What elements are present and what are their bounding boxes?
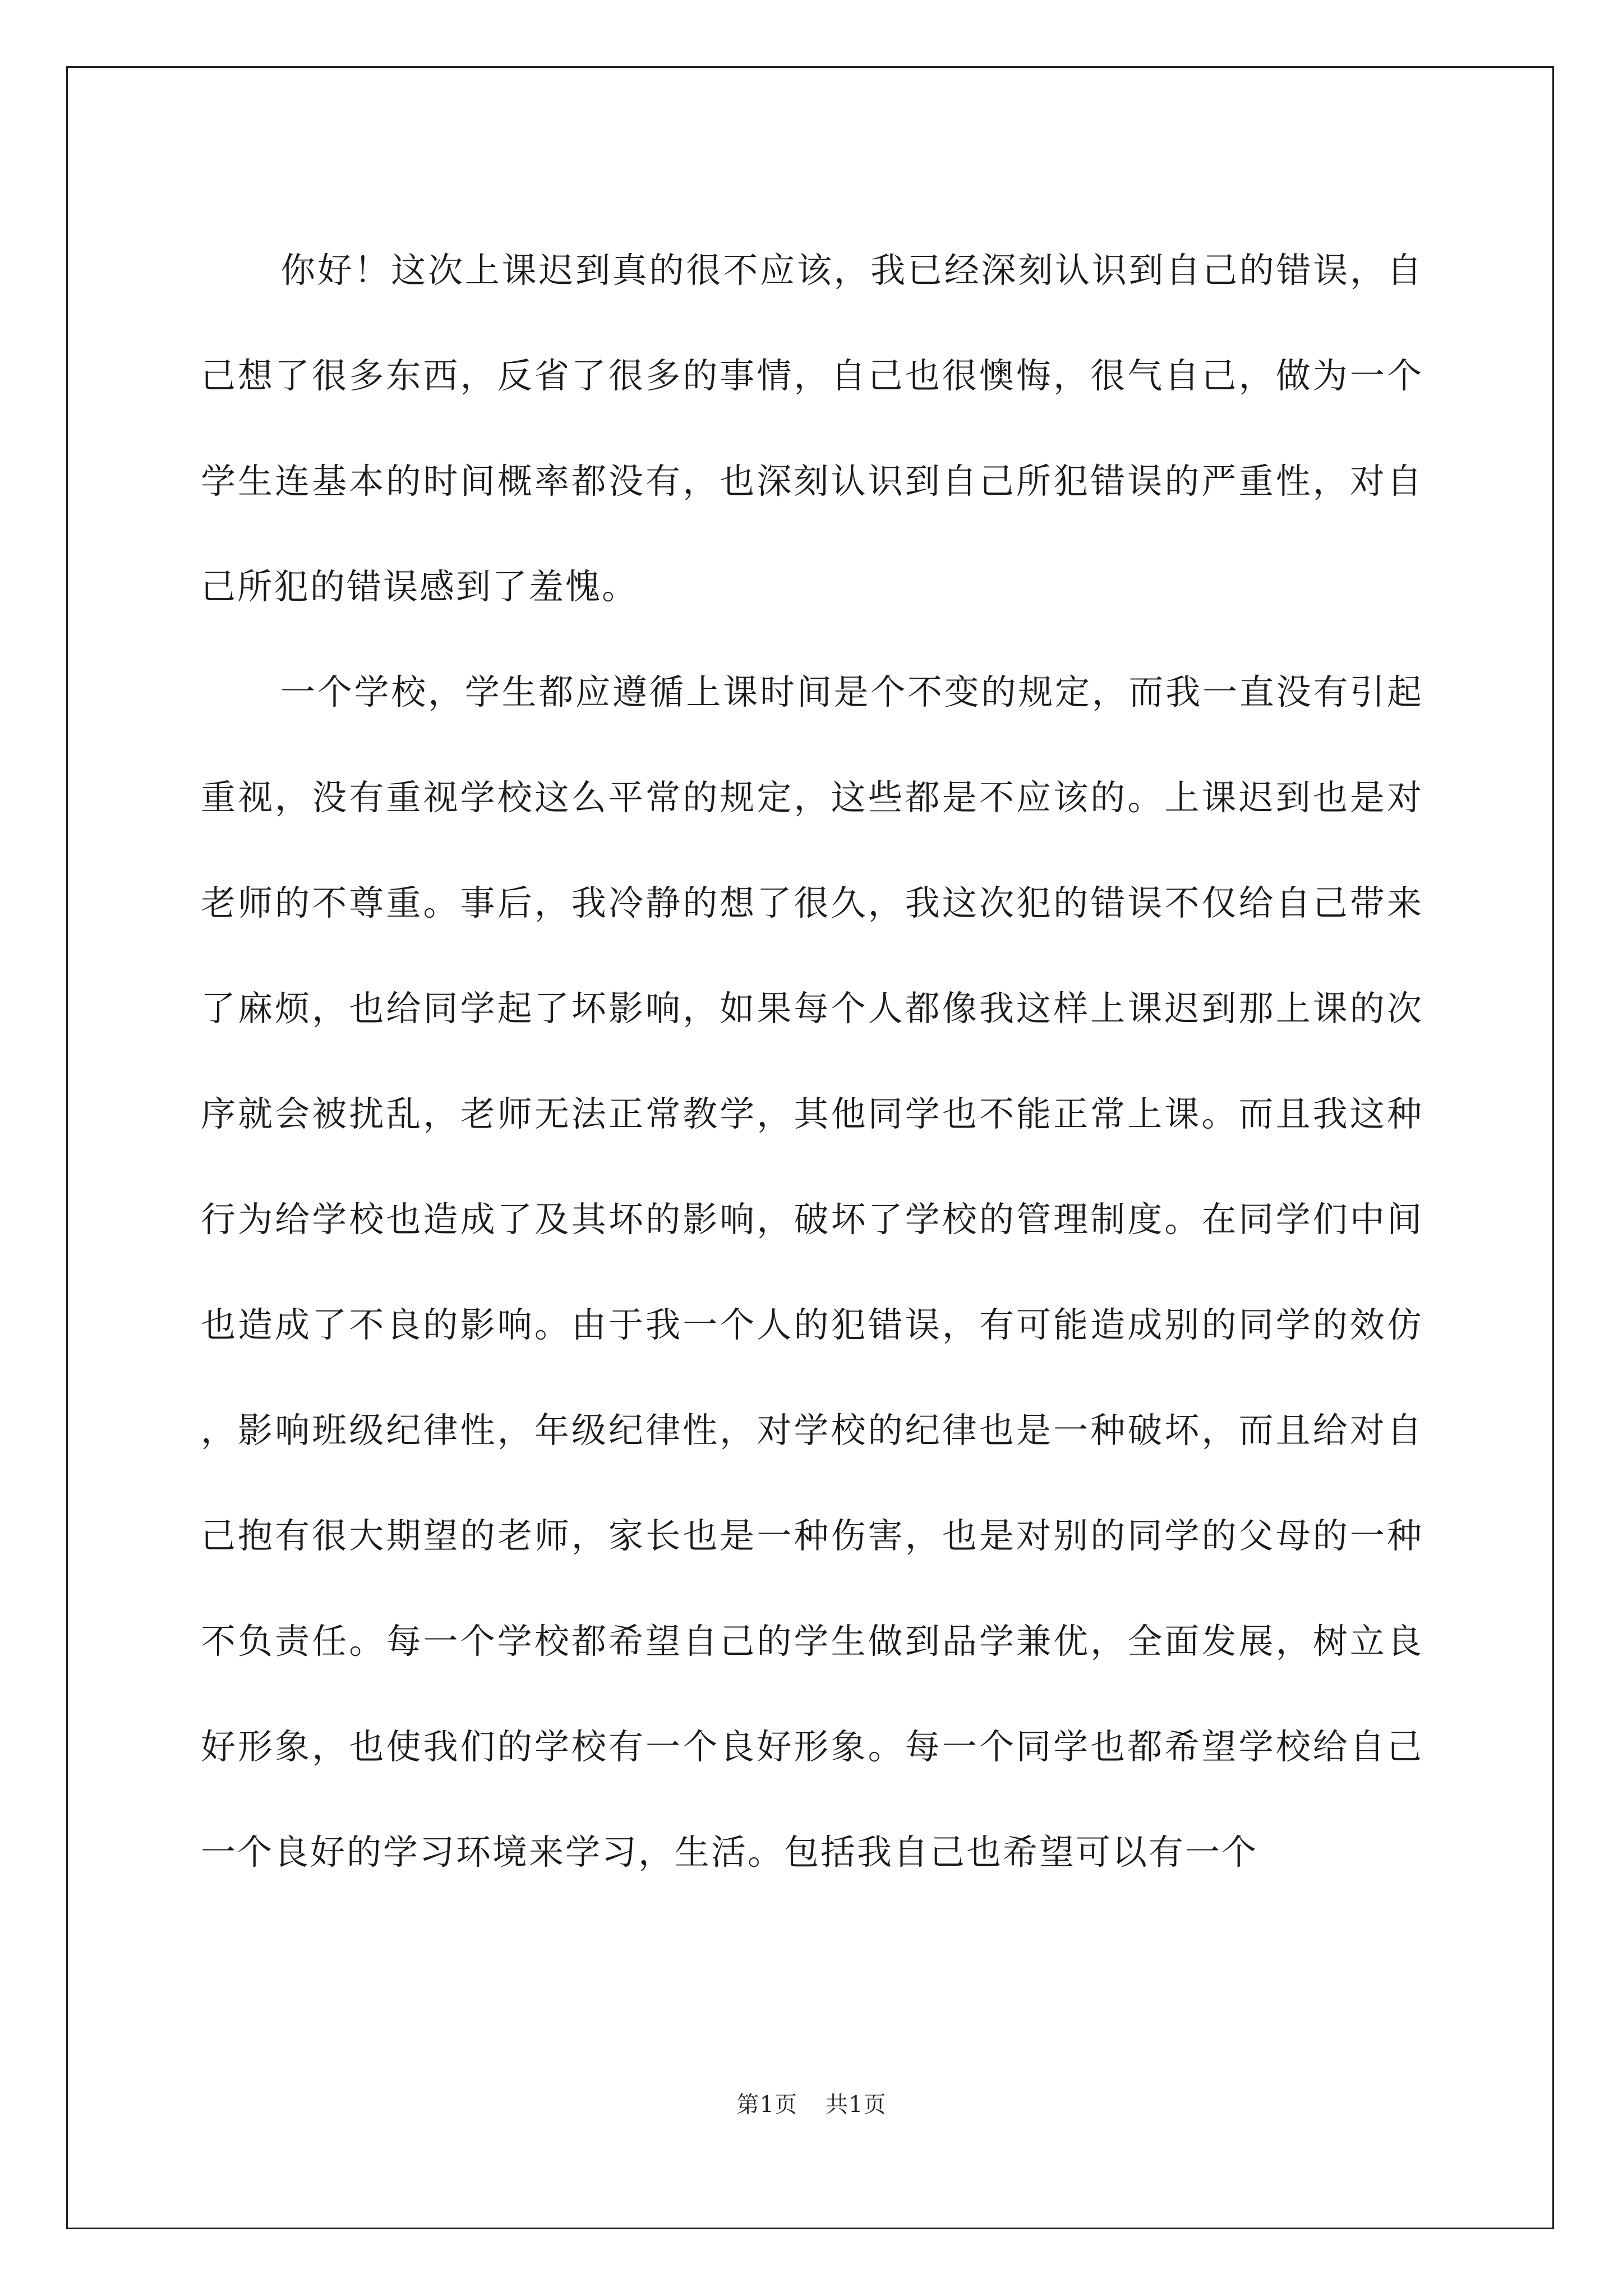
document-body xyxy=(201,218,1423,1905)
paragraph-2: 一个学校，学生都应遵循上课时间是个不变的规定，而我一直没有引起重视，没有重视学校这么平常的规定，这些都是不应该的。上课迟到也是对老师的不尊重。事后，我冷静的想了很久，我这次犯的错误不仅给自己带来了麻烦，也给同学起了坏影响，如果每个人都像我这样上课迟到那上课的次序就会被扰乱，老师无法正常教学，其他同学也不能正常上课。而且我这种行为给学校也造成了及其坏的影响，破坏了学校的管理制度。在同学们中间也造成了不良的影响。由于我一个人的犯错误，有可能造成别的同学的效仿，影响班级纪律性，年级纪律性，对学校的纪律也是一种破坏，而且给对自己抱有很大期望的老师，家长也是一种伤害，也是对别的同学的父母的一种不负责任。每一个学校都希望自己的学生做到品学兼优，全面发展，树立良好形象，也使我们的学校有一个良好形象。每一个同学也都希望学校给自己一个良好的学习环境来学习，生活。包括我自己也希望可以有一个 xyxy=(201,671,1423,1872)
paragraph-1: 你好！这次上课迟到真的很不应该，我已经深刻认识到自己的错误，自己想了很多东西，反省了很多的事情，自己也很懊悔，很气自己，做为一个学生连基本的时间概率都没有，也深刻认识到自己所犯错误的严重性，对自己所犯的错误感到了羞愧。 xyxy=(201,250,1423,607)
page-number: 第1页 xyxy=(736,2092,797,2118)
page-footer xyxy=(0,2087,1623,2119)
page-total: 共1页 xyxy=(826,2092,887,2118)
